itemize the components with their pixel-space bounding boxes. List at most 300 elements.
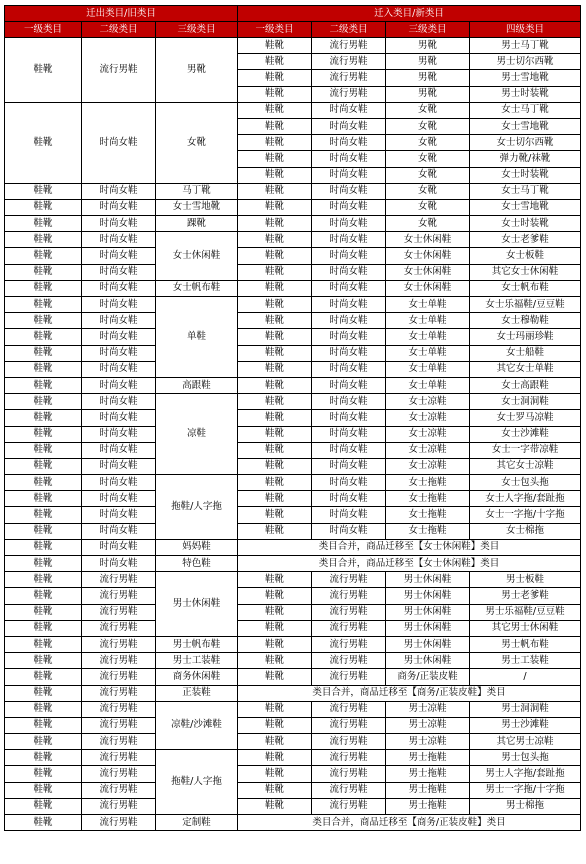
old-level3-cell: 凉鞋/沙滩鞋 [156, 701, 238, 750]
new-level1-cell: 鞋靴 [238, 151, 312, 167]
old-level2-cell: 流行男鞋 [82, 766, 156, 782]
new-level1-cell: 鞋靴 [238, 54, 312, 70]
new-level2-cell: 时尚女鞋 [312, 199, 386, 215]
table-row [5, 394, 581, 410]
new-level4-cell: 其它女士单鞋 [470, 361, 581, 377]
old-level1-cell: 鞋靴 [5, 734, 82, 750]
old-level1-cell: 鞋靴 [5, 248, 82, 264]
old-level2-cell: 时尚女鞋 [82, 313, 156, 329]
old-level1-header: 一级类目 [5, 22, 82, 38]
old-level1-cell: 鞋靴 [5, 588, 82, 604]
old-level1-cell: 鞋靴 [5, 620, 82, 636]
old-level1-cell: 鞋靴 [5, 523, 82, 539]
new-level2-cell: 流行男鞋 [312, 38, 386, 54]
table-row [5, 313, 581, 329]
old-level2-cell: 时尚女鞋 [82, 216, 156, 232]
table-row [5, 523, 581, 539]
new-level1-cell: 鞋靴 [238, 199, 312, 215]
old-level1-cell: 鞋靴 [5, 556, 82, 572]
old-level1-cell: 鞋靴 [5, 102, 82, 183]
new-level4-cell: / [470, 669, 581, 685]
table-row [5, 620, 581, 636]
new-level2-cell: 流行男鞋 [312, 636, 386, 652]
old-level2-cell: 时尚女鞋 [82, 539, 156, 555]
old-level3-cell: 男靴 [156, 38, 238, 103]
new-level2-cell: 流行男鞋 [312, 588, 386, 604]
new-level2-cell: 时尚女鞋 [312, 345, 386, 361]
table-row [5, 442, 581, 458]
table-row [5, 539, 581, 555]
table-row [5, 653, 581, 669]
old-level3-cell: 踝靴 [156, 216, 238, 232]
new-level2-cell: 时尚女鞋 [312, 410, 386, 426]
new-level2-cell: 流行男鞋 [312, 54, 386, 70]
old-level2-cell: 时尚女鞋 [82, 280, 156, 296]
table-row [5, 248, 581, 264]
new-level1-cell: 鞋靴 [238, 766, 312, 782]
new-level1-cell: 鞋靴 [238, 216, 312, 232]
new-level2-cell: 时尚女鞋 [312, 426, 386, 442]
old-level2-cell: 时尚女鞋 [82, 556, 156, 572]
new-level2-cell: 时尚女鞋 [312, 280, 386, 296]
table-body [5, 38, 581, 831]
table-row [5, 410, 581, 426]
new-level1-cell: 鞋靴 [238, 248, 312, 264]
new-level4-cell: 男士时装靴 [470, 86, 581, 102]
new-level4-cell: 女士一字带凉鞋 [470, 442, 581, 458]
old-level2-cell: 时尚女鞋 [82, 232, 156, 248]
new-level2-cell: 时尚女鞋 [312, 151, 386, 167]
old-level2-cell: 流行男鞋 [82, 685, 156, 701]
new-level1-cell: 鞋靴 [238, 410, 312, 426]
old-level2-cell: 流行男鞋 [82, 38, 156, 103]
new-level1-cell: 鞋靴 [238, 86, 312, 102]
new-level2-cell: 时尚女鞋 [312, 491, 386, 507]
old-level1-cell: 鞋靴 [5, 280, 82, 296]
table-row [5, 199, 581, 215]
old-level2-cell: 流行男鞋 [82, 588, 156, 604]
old-level2-cell: 流行男鞋 [82, 815, 156, 831]
new-level4-cell: 男士切尔西靴 [470, 54, 581, 70]
new-level4-cell: 女士罗马凉鞋 [470, 410, 581, 426]
old-level2-cell: 时尚女鞋 [82, 442, 156, 458]
old-level2-cell: 时尚女鞋 [82, 394, 156, 410]
table-row [5, 750, 581, 766]
old-level1-cell: 鞋靴 [5, 38, 82, 103]
new-level2-header: 二级类目 [312, 22, 386, 38]
old-level1-cell: 鞋靴 [5, 782, 82, 798]
table-row [5, 38, 581, 54]
new-level3-cell: 女靴 [386, 167, 470, 183]
new-level3-cell: 男靴 [386, 70, 470, 86]
table-row [5, 361, 581, 377]
new-level1-cell: 鞋靴 [238, 102, 312, 118]
old-level1-cell: 鞋靴 [5, 345, 82, 361]
new-level2-cell: 流行男鞋 [312, 70, 386, 86]
old-level2-cell: 时尚女鞋 [82, 102, 156, 183]
old-level2-cell: 时尚女鞋 [82, 345, 156, 361]
new-level1-cell: 鞋靴 [238, 572, 312, 588]
old-level2-cell: 时尚女鞋 [82, 507, 156, 523]
new-level4-cell: 男士人字拖/套趾拖 [470, 766, 581, 782]
old-level3-cell: 马丁靴 [156, 183, 238, 199]
old-level2-cell: 时尚女鞋 [82, 199, 156, 215]
new-level4-cell: 女士乐福鞋/豆豆鞋 [470, 297, 581, 313]
old-level1-cell: 鞋靴 [5, 377, 82, 393]
new-level2-cell: 时尚女鞋 [312, 297, 386, 313]
new-level1-cell: 鞋靴 [238, 507, 312, 523]
old-level1-cell: 鞋靴 [5, 539, 82, 555]
category-migration-table-container [4, 5, 580, 831]
new-level3-cell: 男士休闲鞋 [386, 572, 470, 588]
new-level4-cell: 男士帆布鞋 [470, 636, 581, 652]
table-row [5, 701, 581, 717]
new-level3-cell: 男靴 [386, 38, 470, 54]
old-level2-cell: 流行男鞋 [82, 636, 156, 652]
new-level4-cell: 男士板鞋 [470, 572, 581, 588]
new-level4-cell: 女士船鞋 [470, 345, 581, 361]
old-level3-cell: 女士休闲鞋 [156, 232, 238, 281]
new-level1-cell: 鞋靴 [238, 442, 312, 458]
table-row [5, 507, 581, 523]
old-level3-cell: 男士休闲鞋 [156, 572, 238, 637]
new-level1-cell: 鞋靴 [238, 636, 312, 652]
new-level1-cell: 鞋靴 [238, 701, 312, 717]
table-row [5, 798, 581, 814]
old-level1-cell: 鞋靴 [5, 685, 82, 701]
new-category-header: 迁入类目/新类目 [238, 6, 581, 22]
new-level4-cell: 女士穆勒鞋 [470, 313, 581, 329]
new-level1-cell: 鞋靴 [238, 620, 312, 636]
new-level4-cell: 女士雪地靴 [470, 199, 581, 215]
old-level1-cell: 鞋靴 [5, 815, 82, 831]
new-level1-cell: 鞋靴 [238, 329, 312, 345]
table-row [5, 636, 581, 652]
new-level2-cell: 时尚女鞋 [312, 377, 386, 393]
old-level1-cell: 鞋靴 [5, 475, 82, 491]
old-level1-cell: 鞋靴 [5, 264, 82, 280]
new-level4-cell: 其它女士凉鞋 [470, 458, 581, 474]
new-level1-cell: 鞋靴 [238, 394, 312, 410]
table-row [5, 216, 581, 232]
old-level3-cell: 女靴 [156, 102, 238, 183]
new-level4-cell: 男士洞洞鞋 [470, 701, 581, 717]
new-level3-cell: 男士休闲鞋 [386, 636, 470, 652]
new-level2-cell: 时尚女鞋 [312, 475, 386, 491]
old-level3-cell: 妈妈鞋 [156, 539, 238, 555]
new-level1-cell: 鞋靴 [238, 377, 312, 393]
table-row [5, 183, 581, 199]
new-level3-cell: 男士凉鞋 [386, 717, 470, 733]
new-level4-cell: 男士老爹鞋 [470, 588, 581, 604]
new-level1-cell: 鞋靴 [238, 361, 312, 377]
old-level2-cell: 时尚女鞋 [82, 491, 156, 507]
old-level3-header: 三级类目 [156, 22, 238, 38]
new-level2-cell: 时尚女鞋 [312, 507, 386, 523]
new-level2-cell: 流行男鞋 [312, 766, 386, 782]
old-level2-cell: 时尚女鞋 [82, 475, 156, 491]
table-row [5, 734, 581, 750]
old-level2-cell: 时尚女鞋 [82, 426, 156, 442]
old-level2-cell: 流行男鞋 [82, 717, 156, 733]
new-level3-cell: 女士休闲鞋 [386, 264, 470, 280]
new-level3-cell: 女靴 [386, 102, 470, 118]
old-level1-cell: 鞋靴 [5, 717, 82, 733]
table-row [5, 685, 581, 701]
old-level1-cell: 鞋靴 [5, 313, 82, 329]
new-level1-cell: 鞋靴 [238, 653, 312, 669]
table-row [5, 345, 581, 361]
new-level2-cell: 时尚女鞋 [312, 523, 386, 539]
old-level3-cell: 正装鞋 [156, 685, 238, 701]
old-level1-cell: 鞋靴 [5, 798, 82, 814]
new-level3-cell: 男士拖鞋 [386, 766, 470, 782]
old-level2-cell: 时尚女鞋 [82, 410, 156, 426]
new-level4-header: 四级类目 [470, 22, 581, 38]
new-level1-cell: 鞋靴 [238, 70, 312, 86]
new-level2-cell: 流行男鞋 [312, 604, 386, 620]
new-level3-cell: 商务/正装皮鞋 [386, 669, 470, 685]
new-level2-cell: 流行男鞋 [312, 653, 386, 669]
new-level4-cell: 女士洞洞鞋 [470, 394, 581, 410]
new-level4-cell: 男士棉拖 [470, 798, 581, 814]
new-level2-cell: 流行男鞋 [312, 734, 386, 750]
new-level3-cell: 女靴 [386, 135, 470, 151]
old-level1-cell: 鞋靴 [5, 183, 82, 199]
new-level1-cell: 鞋靴 [238, 750, 312, 766]
new-level4-cell: 其它男士休闲鞋 [470, 620, 581, 636]
table-row [5, 329, 581, 345]
new-level3-cell: 女靴 [386, 183, 470, 199]
table-row [5, 377, 581, 393]
new-level3-cell: 女士休闲鞋 [386, 232, 470, 248]
old-level3-cell: 定制鞋 [156, 815, 238, 831]
new-level4-cell: 女士高跟鞋 [470, 377, 581, 393]
new-level1-cell: 鞋靴 [238, 232, 312, 248]
new-level3-cell: 女士单鞋 [386, 345, 470, 361]
new-level3-cell: 女靴 [386, 216, 470, 232]
new-level4-cell: 女士雪地靴 [470, 118, 581, 134]
table-row [5, 280, 581, 296]
old-level2-cell: 时尚女鞋 [82, 377, 156, 393]
new-level1-cell: 鞋靴 [238, 475, 312, 491]
old-level3-cell: 特色鞋 [156, 556, 238, 572]
old-level1-cell: 鞋靴 [5, 507, 82, 523]
old-level1-cell: 鞋靴 [5, 701, 82, 717]
header-group-row [5, 6, 581, 22]
merge-note-cell: 类目合并，商品迁移至【女士休闲鞋】类目 [238, 556, 581, 572]
new-level2-cell: 时尚女鞋 [312, 135, 386, 151]
new-level3-cell: 女士拖鞋 [386, 507, 470, 523]
table-row [5, 458, 581, 474]
old-level3-cell: 女士雪地靴 [156, 199, 238, 215]
old-level1-cell: 鞋靴 [5, 750, 82, 766]
new-level1-cell: 鞋靴 [238, 604, 312, 620]
new-level4-cell: 女士包头拖 [470, 475, 581, 491]
old-level2-cell: 流行男鞋 [82, 669, 156, 685]
old-level2-cell: 流行男鞋 [82, 734, 156, 750]
new-level2-cell: 流行男鞋 [312, 750, 386, 766]
table-row [5, 669, 581, 685]
new-level2-cell: 流行男鞋 [312, 669, 386, 685]
new-level4-cell: 女士沙滩鞋 [470, 426, 581, 442]
new-level1-cell: 鞋靴 [238, 491, 312, 507]
new-level3-cell: 女士单鞋 [386, 377, 470, 393]
new-level3-cell: 男靴 [386, 86, 470, 102]
new-level4-cell: 其它女士休闲鞋 [470, 264, 581, 280]
new-level4-cell: 女士帆布鞋 [470, 280, 581, 296]
old-level3-cell: 女士帆布鞋 [156, 280, 238, 296]
old-level1-cell: 鞋靴 [5, 458, 82, 474]
new-level1-cell: 鞋靴 [238, 313, 312, 329]
new-level4-cell: 女士时装靴 [470, 167, 581, 183]
old-level2-cell: 流行男鞋 [82, 798, 156, 814]
new-level1-cell: 鞋靴 [238, 167, 312, 183]
old-level3-cell: 男士帆布鞋 [156, 636, 238, 652]
old-level2-cell: 时尚女鞋 [82, 523, 156, 539]
new-level2-cell: 时尚女鞋 [312, 248, 386, 264]
new-level1-cell: 鞋靴 [238, 345, 312, 361]
new-level3-cell: 女靴 [386, 118, 470, 134]
old-level1-cell: 鞋靴 [5, 329, 82, 345]
new-level2-cell: 时尚女鞋 [312, 183, 386, 199]
old-level3-cell: 拖鞋/人字拖 [156, 750, 238, 815]
new-level2-cell: 时尚女鞋 [312, 329, 386, 345]
new-level3-cell: 男士休闲鞋 [386, 604, 470, 620]
merge-note-cell: 类目合并，商品迁移至【商务/正装皮鞋】类目 [238, 815, 581, 831]
old-level2-cell: 时尚女鞋 [82, 361, 156, 377]
new-level4-cell: 男士一字拖/十字拖 [470, 782, 581, 798]
new-level4-cell: 男士雪地靴 [470, 70, 581, 86]
table-row [5, 232, 581, 248]
new-level1-cell: 鞋靴 [238, 135, 312, 151]
new-level3-cell: 男士凉鞋 [386, 701, 470, 717]
new-level4-cell: 女士一字拖/十字拖 [470, 507, 581, 523]
new-level1-cell: 鞋靴 [238, 264, 312, 280]
new-level2-cell: 流行男鞋 [312, 86, 386, 102]
new-level3-cell: 女靴 [386, 151, 470, 167]
new-level3-cell: 女士凉鞋 [386, 410, 470, 426]
new-level3-cell: 女士休闲鞋 [386, 248, 470, 264]
new-level3-cell: 男士休闲鞋 [386, 620, 470, 636]
new-level4-cell: 女士人字拖/套趾拖 [470, 491, 581, 507]
new-level1-cell: 鞋靴 [238, 183, 312, 199]
old-level1-cell: 鞋靴 [5, 199, 82, 215]
new-level3-cell: 女士拖鞋 [386, 523, 470, 539]
old-level2-cell: 流行男鞋 [82, 653, 156, 669]
old-level3-cell: 商务休闲鞋 [156, 669, 238, 685]
new-level2-cell: 流行男鞋 [312, 701, 386, 717]
old-level2-cell: 时尚女鞋 [82, 248, 156, 264]
new-level2-cell: 流行男鞋 [312, 798, 386, 814]
old-level3-cell: 高跟鞋 [156, 377, 238, 393]
new-level3-cell: 男士拖鞋 [386, 798, 470, 814]
category-migration-table [4, 5, 581, 831]
old-level1-cell: 鞋靴 [5, 216, 82, 232]
new-level2-cell: 时尚女鞋 [312, 118, 386, 134]
new-level3-cell: 女士凉鞋 [386, 442, 470, 458]
old-level1-cell: 鞋靴 [5, 394, 82, 410]
new-level4-cell: 女士切尔西靴 [470, 135, 581, 151]
new-level3-header: 三级类目 [386, 22, 470, 38]
table-row [5, 556, 581, 572]
table-row [5, 475, 581, 491]
new-level3-cell: 女士凉鞋 [386, 426, 470, 442]
header-column-row [5, 22, 581, 38]
old-level3-cell: 凉鞋 [156, 394, 238, 475]
old-level2-cell: 时尚女鞋 [82, 458, 156, 474]
new-level1-cell: 鞋靴 [238, 280, 312, 296]
new-level2-cell: 流行男鞋 [312, 572, 386, 588]
old-level1-cell: 鞋靴 [5, 669, 82, 685]
old-level2-cell: 时尚女鞋 [82, 264, 156, 280]
new-level4-cell: 女士老爹鞋 [470, 232, 581, 248]
new-level3-cell: 女士单鞋 [386, 313, 470, 329]
old-level1-cell: 鞋靴 [5, 410, 82, 426]
new-level1-cell: 鞋靴 [238, 297, 312, 313]
new-level4-cell: 弹力靴/袜靴 [470, 151, 581, 167]
old-level1-cell: 鞋靴 [5, 426, 82, 442]
new-level1-cell: 鞋靴 [238, 588, 312, 604]
old-level2-cell: 流行男鞋 [82, 572, 156, 588]
old-category-header: 迁出类目/旧类目 [5, 6, 238, 22]
new-level4-cell: 女士时装靴 [470, 216, 581, 232]
old-level1-cell: 鞋靴 [5, 766, 82, 782]
new-level4-cell: 男士工装鞋 [470, 653, 581, 669]
new-level1-header: 一级类目 [238, 22, 312, 38]
new-level1-cell: 鞋靴 [238, 523, 312, 539]
new-level2-cell: 时尚女鞋 [312, 167, 386, 183]
table-row [5, 588, 581, 604]
new-level4-cell: 女士马丁靴 [470, 183, 581, 199]
old-level2-header: 二级类目 [82, 22, 156, 38]
new-level3-cell: 女士凉鞋 [386, 394, 470, 410]
new-level2-cell: 时尚女鞋 [312, 232, 386, 248]
new-level2-cell: 时尚女鞋 [312, 394, 386, 410]
old-level2-cell: 流行男鞋 [82, 620, 156, 636]
new-level2-cell: 时尚女鞋 [312, 458, 386, 474]
new-level4-cell: 女士板鞋 [470, 248, 581, 264]
new-level1-cell: 鞋靴 [238, 38, 312, 54]
new-level3-cell: 男士拖鞋 [386, 750, 470, 766]
table-row [5, 604, 581, 620]
new-level2-cell: 时尚女鞋 [312, 216, 386, 232]
old-level1-cell: 鞋靴 [5, 653, 82, 669]
table-row [5, 491, 581, 507]
new-level1-cell: 鞋靴 [238, 426, 312, 442]
old-level1-cell: 鞋靴 [5, 572, 82, 588]
old-level1-cell: 鞋靴 [5, 232, 82, 248]
new-level3-cell: 女士拖鞋 [386, 491, 470, 507]
new-level4-cell: 男士沙滩鞋 [470, 717, 581, 733]
new-level3-cell: 女士拖鞋 [386, 475, 470, 491]
new-level3-cell: 女靴 [386, 199, 470, 215]
new-level4-cell: 女士马丁靴 [470, 102, 581, 118]
new-level1-cell: 鞋靴 [238, 798, 312, 814]
new-level3-cell: 男士拖鞋 [386, 782, 470, 798]
old-level3-cell: 男士工装鞋 [156, 653, 238, 669]
old-level1-cell: 鞋靴 [5, 442, 82, 458]
old-level2-cell: 流行男鞋 [82, 701, 156, 717]
table-row [5, 102, 581, 118]
old-level2-cell: 时尚女鞋 [82, 297, 156, 313]
new-level3-cell: 男靴 [386, 54, 470, 70]
new-level3-cell: 男士休闲鞋 [386, 588, 470, 604]
new-level3-cell: 女士单鞋 [386, 329, 470, 345]
table-row [5, 264, 581, 280]
table-row [5, 766, 581, 782]
new-level2-cell: 流行男鞋 [312, 620, 386, 636]
